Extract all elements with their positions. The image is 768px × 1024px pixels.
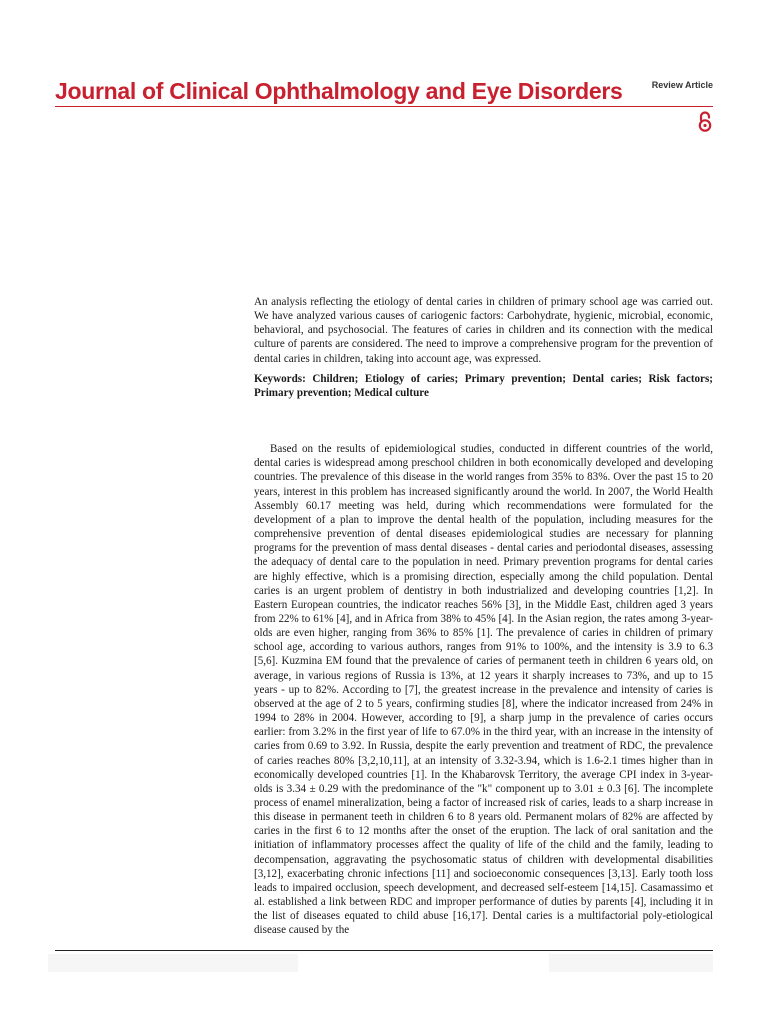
journal-title: Journal of Clinical Ophthalmology and Eye Disorders	[55, 78, 623, 104]
body-paragraph: Based on the results of epidemiological studies, conducted in different countries of the world, dental caries is widespread among preschool children in both economically developed and developing countries. The prevalence of this disease in the world ranges from 35% to 83%. Over the past 15 to 20 years, interest in this problem has increased significantly around the world. In 2007, the World Health Assembly 60.17 meeting was held, during which recommendations were formulated for the development of a plan to improve the dental health of the population, including measures for the comprehensive prevention of dental diseases epidemiological studies are necessary for planning programs for the prevention of mass dental diseases - dental caries and periodontal diseases, assessing the adequacy of dental care to the population in need. Primary prevention programs for dental caries are highly effective, which is a promising direction, especially among the child population. Dental caries is an urgent problem of dentistry in both industrialized and developing countries [1,2]. In Eastern European countries, the indicator reaches 56% [3], in the Middle East, children aged 3 years from 22% to 61% [4], and in Africa from 38% to 45% [4]. In the Asian region, the rates among 3-year-olds are even higher, ranging from 36% to 85% [1]. The prevalence of caries in children of primary school age, according to various authors, ranges from 91% to 100%, and the intensity is 3.9 to 6.3 [5,6]. Kuzmina EM found that the prevalence of caries of permanent teeth in children 6 years old, on average, in various regions of Russia is 13%, at 12 years it sharply increases to 73%, and up to 15 years - up to 82%. According to [7], the greatest increase in the prevalence and intensity of caries is observed at the age of 2 to 5 years, confirming studies [8], where the indicator increased from 24% in 1994 to 28% in 2004. However, according to [9], a sharp jump in the prevalence of caries occurs earlier: from 3.2% in the first year of life to 67.0% in the third year, with an increase in the intensity of caries from 0.69 to 3.92. In Russia, despite the early prevention and treatment of RDC, the prevalence of caries reaches 80% [3,2,10,11], at an intensity of 3.32-3.94, which is 1.6-2.1 times higher than in economically developed countries [1]. In the Khabarovsk Territory, the average CPI index in 3-year-olds is 3.34 ± 0.29 with the predominance of the "k" component up to 3.01 ± 0.3 [6]. The incomplete process of enamel mineralization, being a factor of increased risk of caries, leads to a sharp increase in this disease in permanent teeth in children 6 to 8 years old. Permanent molars of 82% are affected by caries in the first 6 to 12 months after the onset of the eruption. The lack of oral sanitation and the initiation of inflammatory processes affect the quality of life of the child and the family, leading to decompensation, aggravating the psychosomatic status of children with developmental disabilities [3,12], exacerbating chronic infections [11] and socioeconomic consequences [3,13]. Early tooth loss leads to impaired occlusion, speech development, and decreased self-esteem [14,15]. Casamassimo et al. established a link between RDC and improper performance of duties by parents [4], including it in the list of diseases equated to child abuse [16,17]. Dental caries is a multifactorial poly-etiological disease caused by the	[254, 443, 713, 937]
article-content	[254, 295, 713, 938]
header-rule	[55, 106, 713, 107]
footer-rule	[55, 950, 713, 951]
footer-band-right	[549, 954, 713, 972]
keywords-paragraph: Keywords: Children; Etiology of caries; Primary prevention; Dental caries; Risk factors; Primary prevention; Medical culture	[254, 372, 713, 399]
abstract-paragraph: An analysis reflecting the etiology of dental caries in children of primary school age was carried out. We have analyzed various causes of cariogenic factors: Carbohydrate, hygienic, microbial, economic, behavioral, and psychosocial. The features of caries in children and its connection with the medical culture of parents are considered. The need to improve a comprehensive program for the prevention of dental caries in children, taking into account age, was expressed.	[254, 296, 713, 365]
article-type-label: Review Article	[651, 80, 713, 90]
footer-band-left	[48, 954, 298, 972]
open-access-icon	[697, 110, 713, 132]
